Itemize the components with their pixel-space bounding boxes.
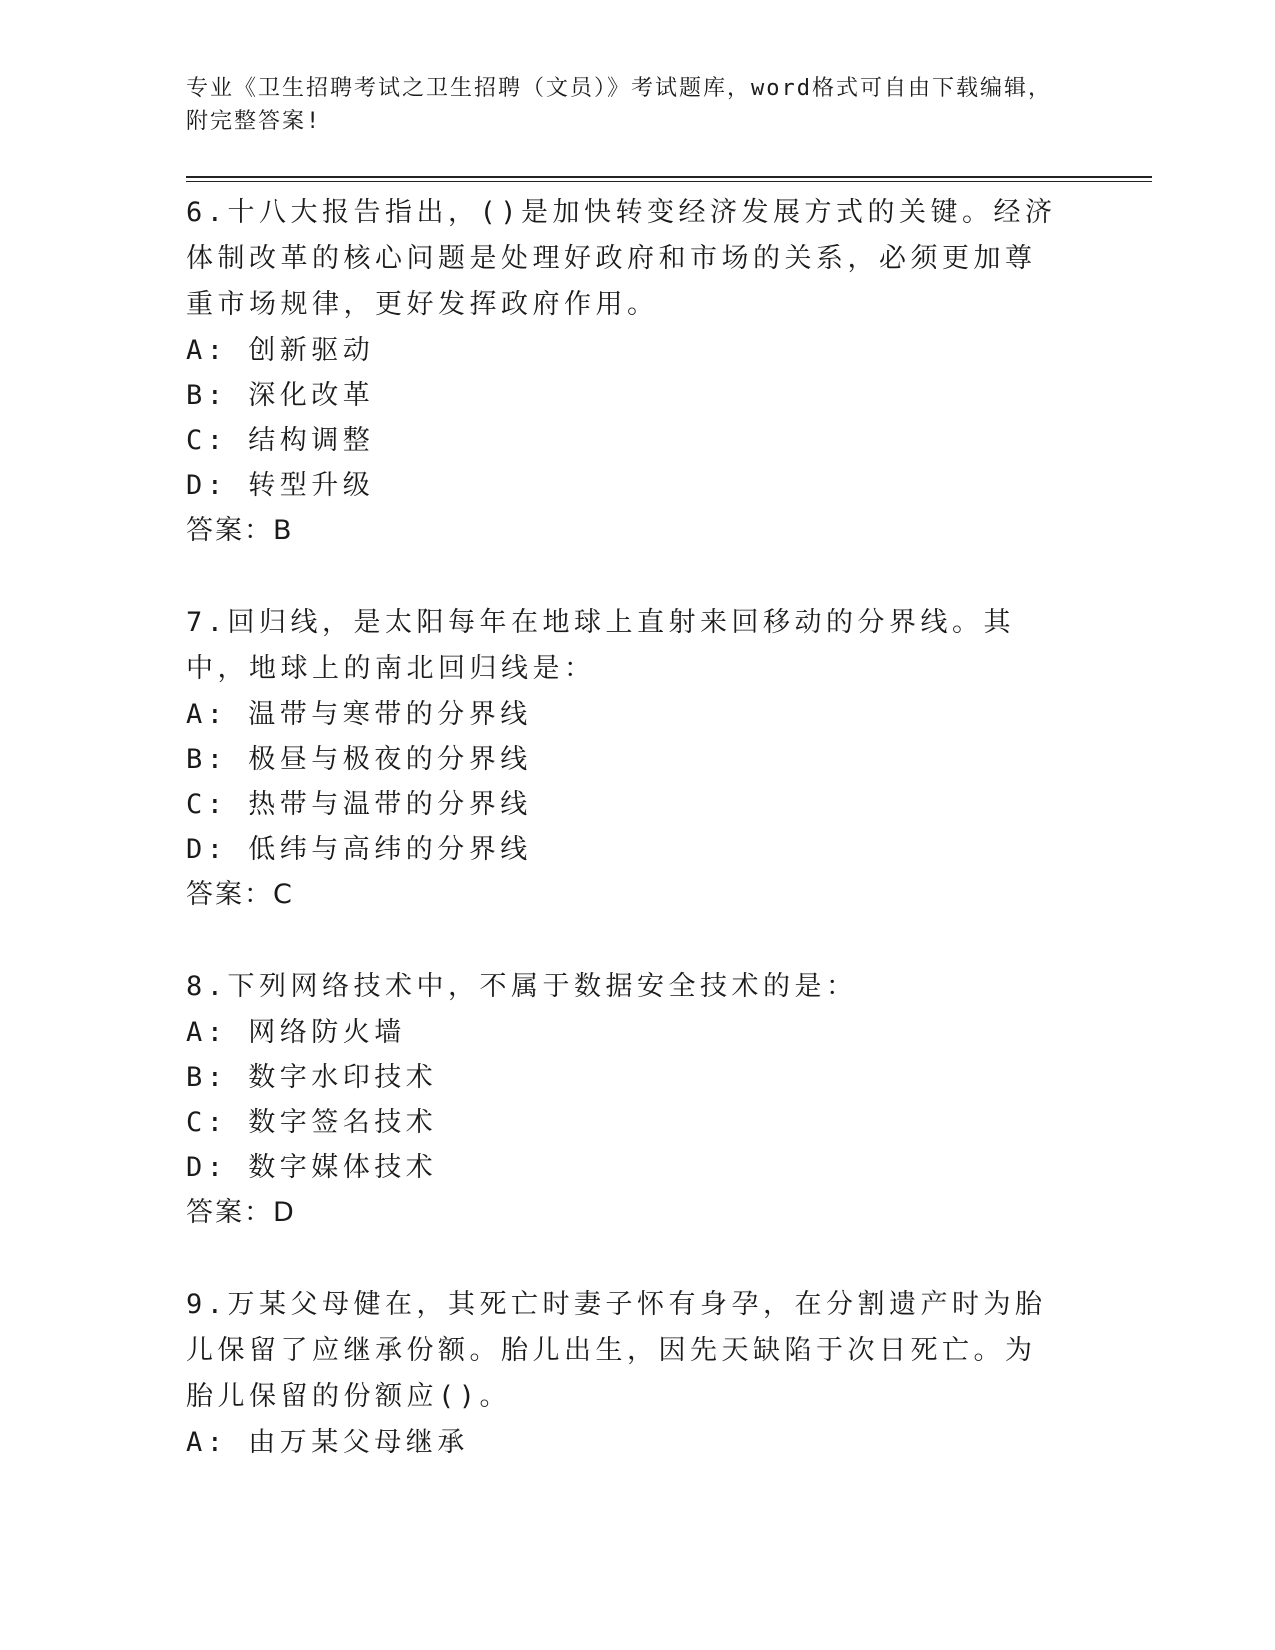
question-stem: 8.下列网络技术中，不属于数据安全技术的是： [186,971,858,1002]
option-d: D: 转型升级 [186,470,375,501]
option-b: B: 极昼与极夜的分界线 [186,744,532,775]
option-c: C: 热带与温带的分界线 [186,789,532,820]
answer-label: 答案：C [186,879,294,910]
document-header: 专业《卫生招聘考试之卫生招聘（文员）》考试题库，word格式可自由下载编辑，附完整答案! [186,76,1052,134]
question-spacer [186,554,1066,600]
option-d: D: 低纬与高纬的分界线 [186,834,532,865]
answer-label: 答案：B [186,515,294,546]
question-6 [186,190,1066,554]
option-b: B: 深化改革 [186,380,375,411]
option-b: B: 数字水印技术 [186,1062,438,1093]
answer-label: 答案：D [186,1197,296,1228]
header-divider-thick [186,176,1152,178]
question-spacer [186,1236,1066,1282]
question-stem: 7.回归线，是太阳每年在地球上直射来回移动的分界线。其中，地球上的南北回归线是： [186,607,1016,684]
option-a: A: 创新驱动 [186,335,375,366]
option-c: C: 结构调整 [186,425,375,456]
header-divider-thin [186,181,1152,182]
question-stem: 6.十八大报告指出，()是加快转变经济发展方式的关键。经济体制改革的核心问题是处理好政府和市场的关系，必须更加尊重市场规律，更好发挥政府作用。 [186,197,1057,320]
option-a: A: 由万某父母继承 [186,1427,469,1458]
option-a: A: 温带与寒带的分界线 [186,699,532,730]
question-7 [186,600,1066,918]
question-8 [186,964,1066,1236]
option-c: C: 数字签名技术 [186,1107,438,1138]
question-9 [186,1282,1066,1465]
question-list [186,190,1066,1465]
question-stem: 9.万某父母健在，其死亡时妻子怀有身孕，在分割遗产时为胎儿保留了应继承份额。胎儿出生，因先天缺陷于次日死亡。为胎儿保留的份额应()。 [186,1289,1047,1412]
question-spacer [186,918,1066,964]
option-a: A: 网络防火墙 [186,1017,406,1048]
option-d: D: 数字媒体技术 [186,1152,438,1183]
